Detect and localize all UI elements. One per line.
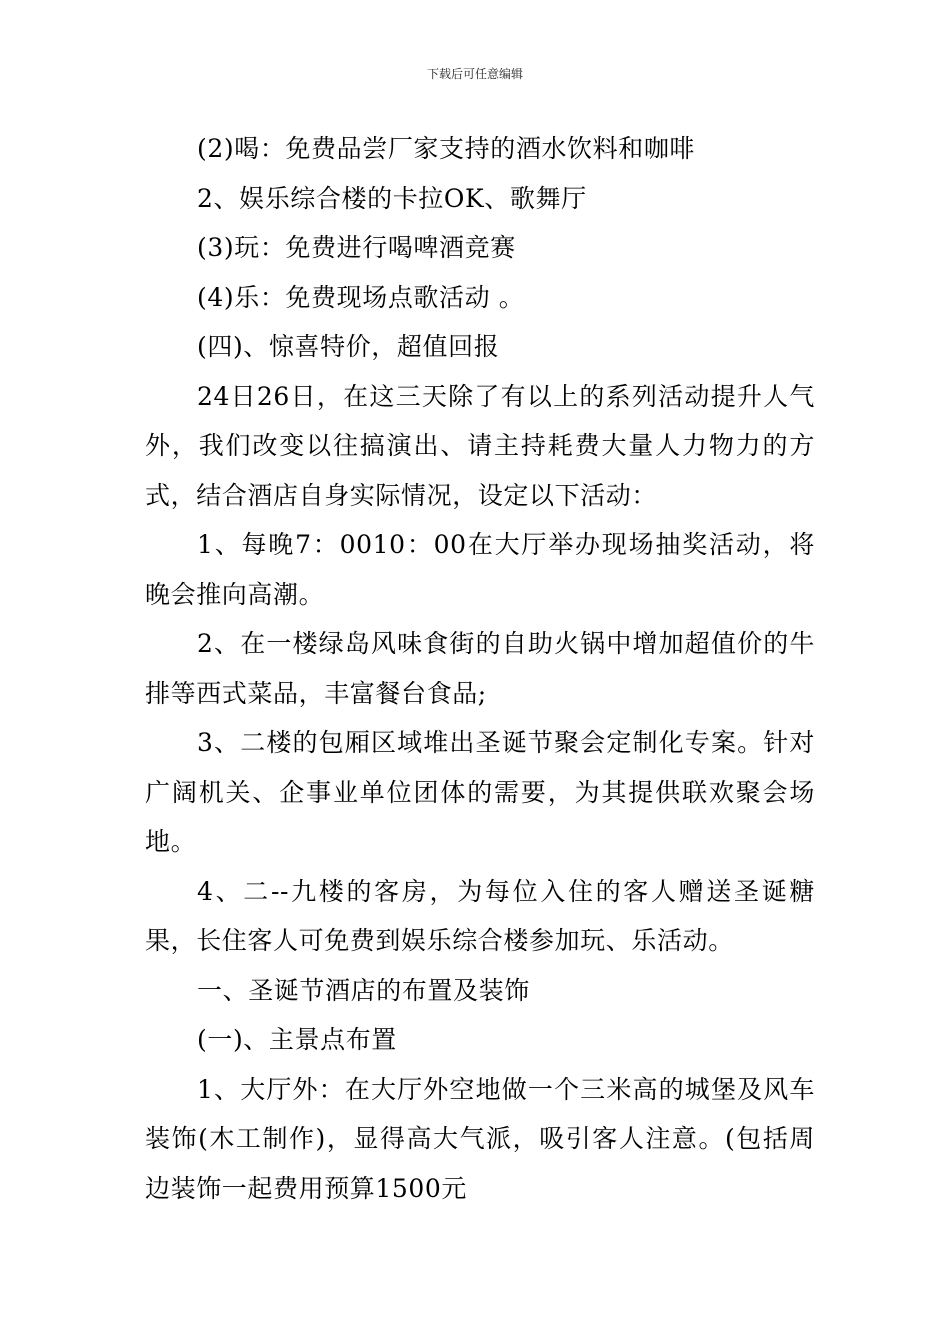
section-heading-main-scene: (一)、主景点布置: [197, 1025, 397, 1054]
paragraph-private-rooms: 3、二楼的包厢区域堆出圣诞节聚会定制化专案。针对广阔机关、企事业单位团体的需要，为其提供联欢聚会场地。: [145, 728, 815, 856]
document-body: [145, 124, 815, 1213]
paragraph-music: (4)乐：免费现场点歌活动 。: [197, 282, 525, 312]
section-heading-special-price: (四)、惊喜特价，超值回报: [197, 332, 500, 361]
paragraph-hotpot: 2、在一楼绿岛风味食街的自助火锅中增加超值价的牛排等西式菜品，丰富餐台食品;: [145, 629, 815, 708]
paragraph-three-days: 24日26日，在这三天除了有以上的系列活动提升人气外，我们改变以往搞演出、请主持耗费大量人力物力的方式，结合酒店自身实际情况，设定以下活动：: [145, 381, 815, 510]
paragraph-guest-rooms: 4、二--九楼的客房，为每位入住的客人赠送圣诞糖果，长住客人可免费到娱乐综合楼参加玩、乐活动。: [145, 876, 815, 955]
paragraph-lobby-outside: 1、大厅外：在大厅外空地做一个三米高的城堡及风车装饰(木工制作)，显得高大气派，吸引客人注意。(包括周边装饰一起费用预算1500元: [145, 1074, 815, 1203]
paragraph-drink: (2)喝：免费品尝厂家支持的酒水饮料和咖啡: [197, 134, 696, 163]
page-header-note: 下载后可任意编辑: [426, 67, 523, 81]
paragraph-karaoke: 2、娱乐综合楼的卡拉OK、歌舞厅: [197, 183, 587, 213]
section-heading-decoration: 一、圣诞节酒店的布置及装饰: [197, 975, 530, 1005]
paragraph-lottery: 1、每晚7：0010：00在大厅举办现场抽奖活动，将晚会推向高潮。: [145, 530, 815, 609]
paragraph-play: (3)玩：免费进行喝啤酒竞赛: [197, 233, 516, 262]
